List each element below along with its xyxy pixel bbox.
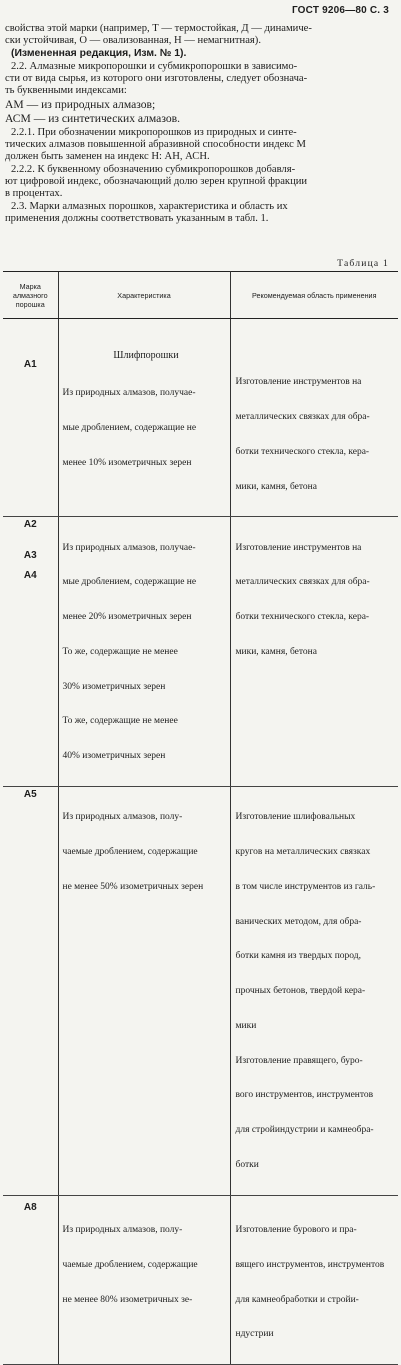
index-am: АМ — из природных алмазов; bbox=[5, 98, 156, 111]
text-line: для камнеобработки и стройи- bbox=[235, 1294, 359, 1305]
grade-cell bbox=[3, 517, 58, 787]
grade-mark: А8 bbox=[23, 1201, 37, 1213]
text-line: Изготовление инструментов на bbox=[235, 542, 362, 553]
paragraph-line: 2.3. Марки алмазных порошков, характеристика и область их bbox=[11, 201, 288, 212]
text-line: Изготовление бурового и пра- bbox=[235, 1224, 357, 1235]
text-line: ндустрии bbox=[235, 1329, 274, 1340]
grade-mark: А3 bbox=[23, 550, 37, 562]
text-line: менее 20% изометричных зерен bbox=[62, 612, 192, 623]
paragraph-line: 2.2.2. К буквенному обозначению субмикропорошков добавля- bbox=[11, 164, 296, 175]
text-line: мики, камня, бетона bbox=[235, 646, 317, 657]
grades-table bbox=[3, 271, 398, 1365]
characteristic-cell bbox=[58, 1195, 230, 1364]
text-line: То же, содержащие не менее bbox=[62, 646, 178, 657]
paragraph-line: ть буквенными индексами: bbox=[5, 85, 127, 96]
paragraph-line: 2.2.1. При обозначении микропорошков из природных и синте- bbox=[11, 127, 297, 138]
text-line: ванических методом, для обра- bbox=[235, 916, 362, 927]
text-line: Из природных алмазов, получае- bbox=[62, 542, 196, 553]
text-line: менее 10% изометричных зерен bbox=[62, 457, 192, 468]
text-line: для стройиндустрии и камнеобра- bbox=[235, 1125, 374, 1136]
application-cell bbox=[230, 786, 398, 1195]
text-line: ботки камня из твердых пород, bbox=[235, 951, 361, 962]
text-line: металлических связках для обра- bbox=[235, 577, 370, 588]
header-application: Рекомендуемая область применения bbox=[230, 272, 398, 319]
text-line: вящего инструментов, инструментов bbox=[235, 1259, 385, 1270]
grade-mark: А2 bbox=[23, 519, 37, 531]
characteristic-cell bbox=[58, 319, 230, 517]
text-line: Из природных алмазов, получае- bbox=[62, 387, 196, 398]
grade-mark: А5 bbox=[23, 788, 37, 800]
text-line: То же, содержащие не менее bbox=[62, 716, 178, 727]
text-line: в том числе инструментов из галь- bbox=[235, 881, 376, 892]
characteristic-cell bbox=[58, 517, 230, 787]
grade-cell bbox=[3, 1195, 58, 1364]
text-line: вого инструментов, инструментов bbox=[235, 1090, 374, 1101]
text-line: Из природных алмазов, полу- bbox=[62, 1224, 183, 1235]
text-line: Изготовление шлифовальных bbox=[235, 812, 356, 823]
text-line: чаемые дроблением, содержащие bbox=[62, 846, 198, 857]
text-line: кругов на металлических связках bbox=[235, 846, 371, 857]
text-line: Изготовление правящего, буро- bbox=[235, 1055, 363, 1066]
text-line: мики bbox=[235, 1020, 257, 1031]
paragraph-line: 2.2. Алмазные микропорошки и субмикропорошки в зависимо- bbox=[11, 61, 298, 72]
table-row bbox=[3, 517, 398, 787]
characteristic-cell bbox=[58, 786, 230, 1195]
table-row bbox=[3, 319, 398, 517]
text-line: прочных бетонов, твердой кера- bbox=[235, 986, 366, 997]
text-line: Изготовление инструментов на bbox=[235, 377, 362, 388]
table-row bbox=[3, 1195, 398, 1364]
text-line: мые дроблением, содержащие не bbox=[62, 422, 197, 433]
text-line: металлических связках для обра- bbox=[235, 411, 370, 422]
page-header: ГОСТ 9206—80 С. 3 bbox=[291, 5, 389, 16]
index-asm: АСМ — из синтетических алмазов. bbox=[5, 112, 181, 125]
grade-mark: А4 bbox=[23, 570, 37, 582]
subheading-shlifporoshki: Шлифпорошки bbox=[113, 350, 179, 362]
application-cell bbox=[230, 319, 398, 517]
paragraph-line: ски устойчивая, О — овализованная, Н — немагнитная). bbox=[5, 35, 261, 46]
paragraph-line: сти от вида сырья, из которого они изготовлены, следует обознача- bbox=[5, 73, 308, 84]
text-line: не менее 50% изометричных зерен bbox=[62, 881, 204, 892]
application-cell bbox=[230, 517, 398, 787]
paragraph-line: применения должны соответствовать указанным в табл. 1. bbox=[5, 213, 269, 224]
text-line: не менее 80% изометричных зе- bbox=[62, 1294, 193, 1305]
text-line: ботки bbox=[235, 1159, 259, 1170]
text-line: ботки технического стекла, кера- bbox=[235, 612, 370, 623]
header-grade: Марка алмазного порошка bbox=[3, 272, 58, 319]
text-line: ботки технического стекла, кера- bbox=[235, 446, 370, 457]
header-characteristic: Характеристика bbox=[58, 272, 230, 319]
amendment-note: (Измененная редакция, Изм. № 1). bbox=[11, 48, 187, 59]
paragraph-line: должен быть заменен на индекс Н: АН, АСН. bbox=[5, 151, 210, 162]
text-line: мые дроблением, содержащие не bbox=[62, 577, 197, 588]
text-line: 30% изометричных зерен bbox=[62, 681, 166, 692]
paragraph-line: свойства этой марки (например, Т — термостойкая, Д — динамиче- bbox=[5, 23, 312, 34]
grade-cell bbox=[3, 319, 58, 517]
table-row bbox=[3, 786, 398, 1195]
grade-mark: А1 bbox=[23, 359, 37, 370]
paragraph-line: ют цифровой индекс, обозначающий долю зерен крупной фракции bbox=[5, 176, 308, 187]
paragraph-line: в процентах. bbox=[5, 188, 63, 199]
text-line: 40% изометричных зерен bbox=[62, 751, 166, 762]
text-line: мики, камня, бетона bbox=[235, 481, 317, 492]
application-cell bbox=[230, 1195, 398, 1364]
text-line: чаемые дроблением, содержащие bbox=[62, 1259, 198, 1270]
table-caption: Таблица 1 bbox=[337, 258, 389, 269]
grade-cell bbox=[3, 786, 58, 1195]
paragraph-line: тических алмазов повышенной абразивной способности индекс М bbox=[5, 139, 306, 150]
text-line: Из природных алмазов, полу- bbox=[62, 812, 183, 823]
